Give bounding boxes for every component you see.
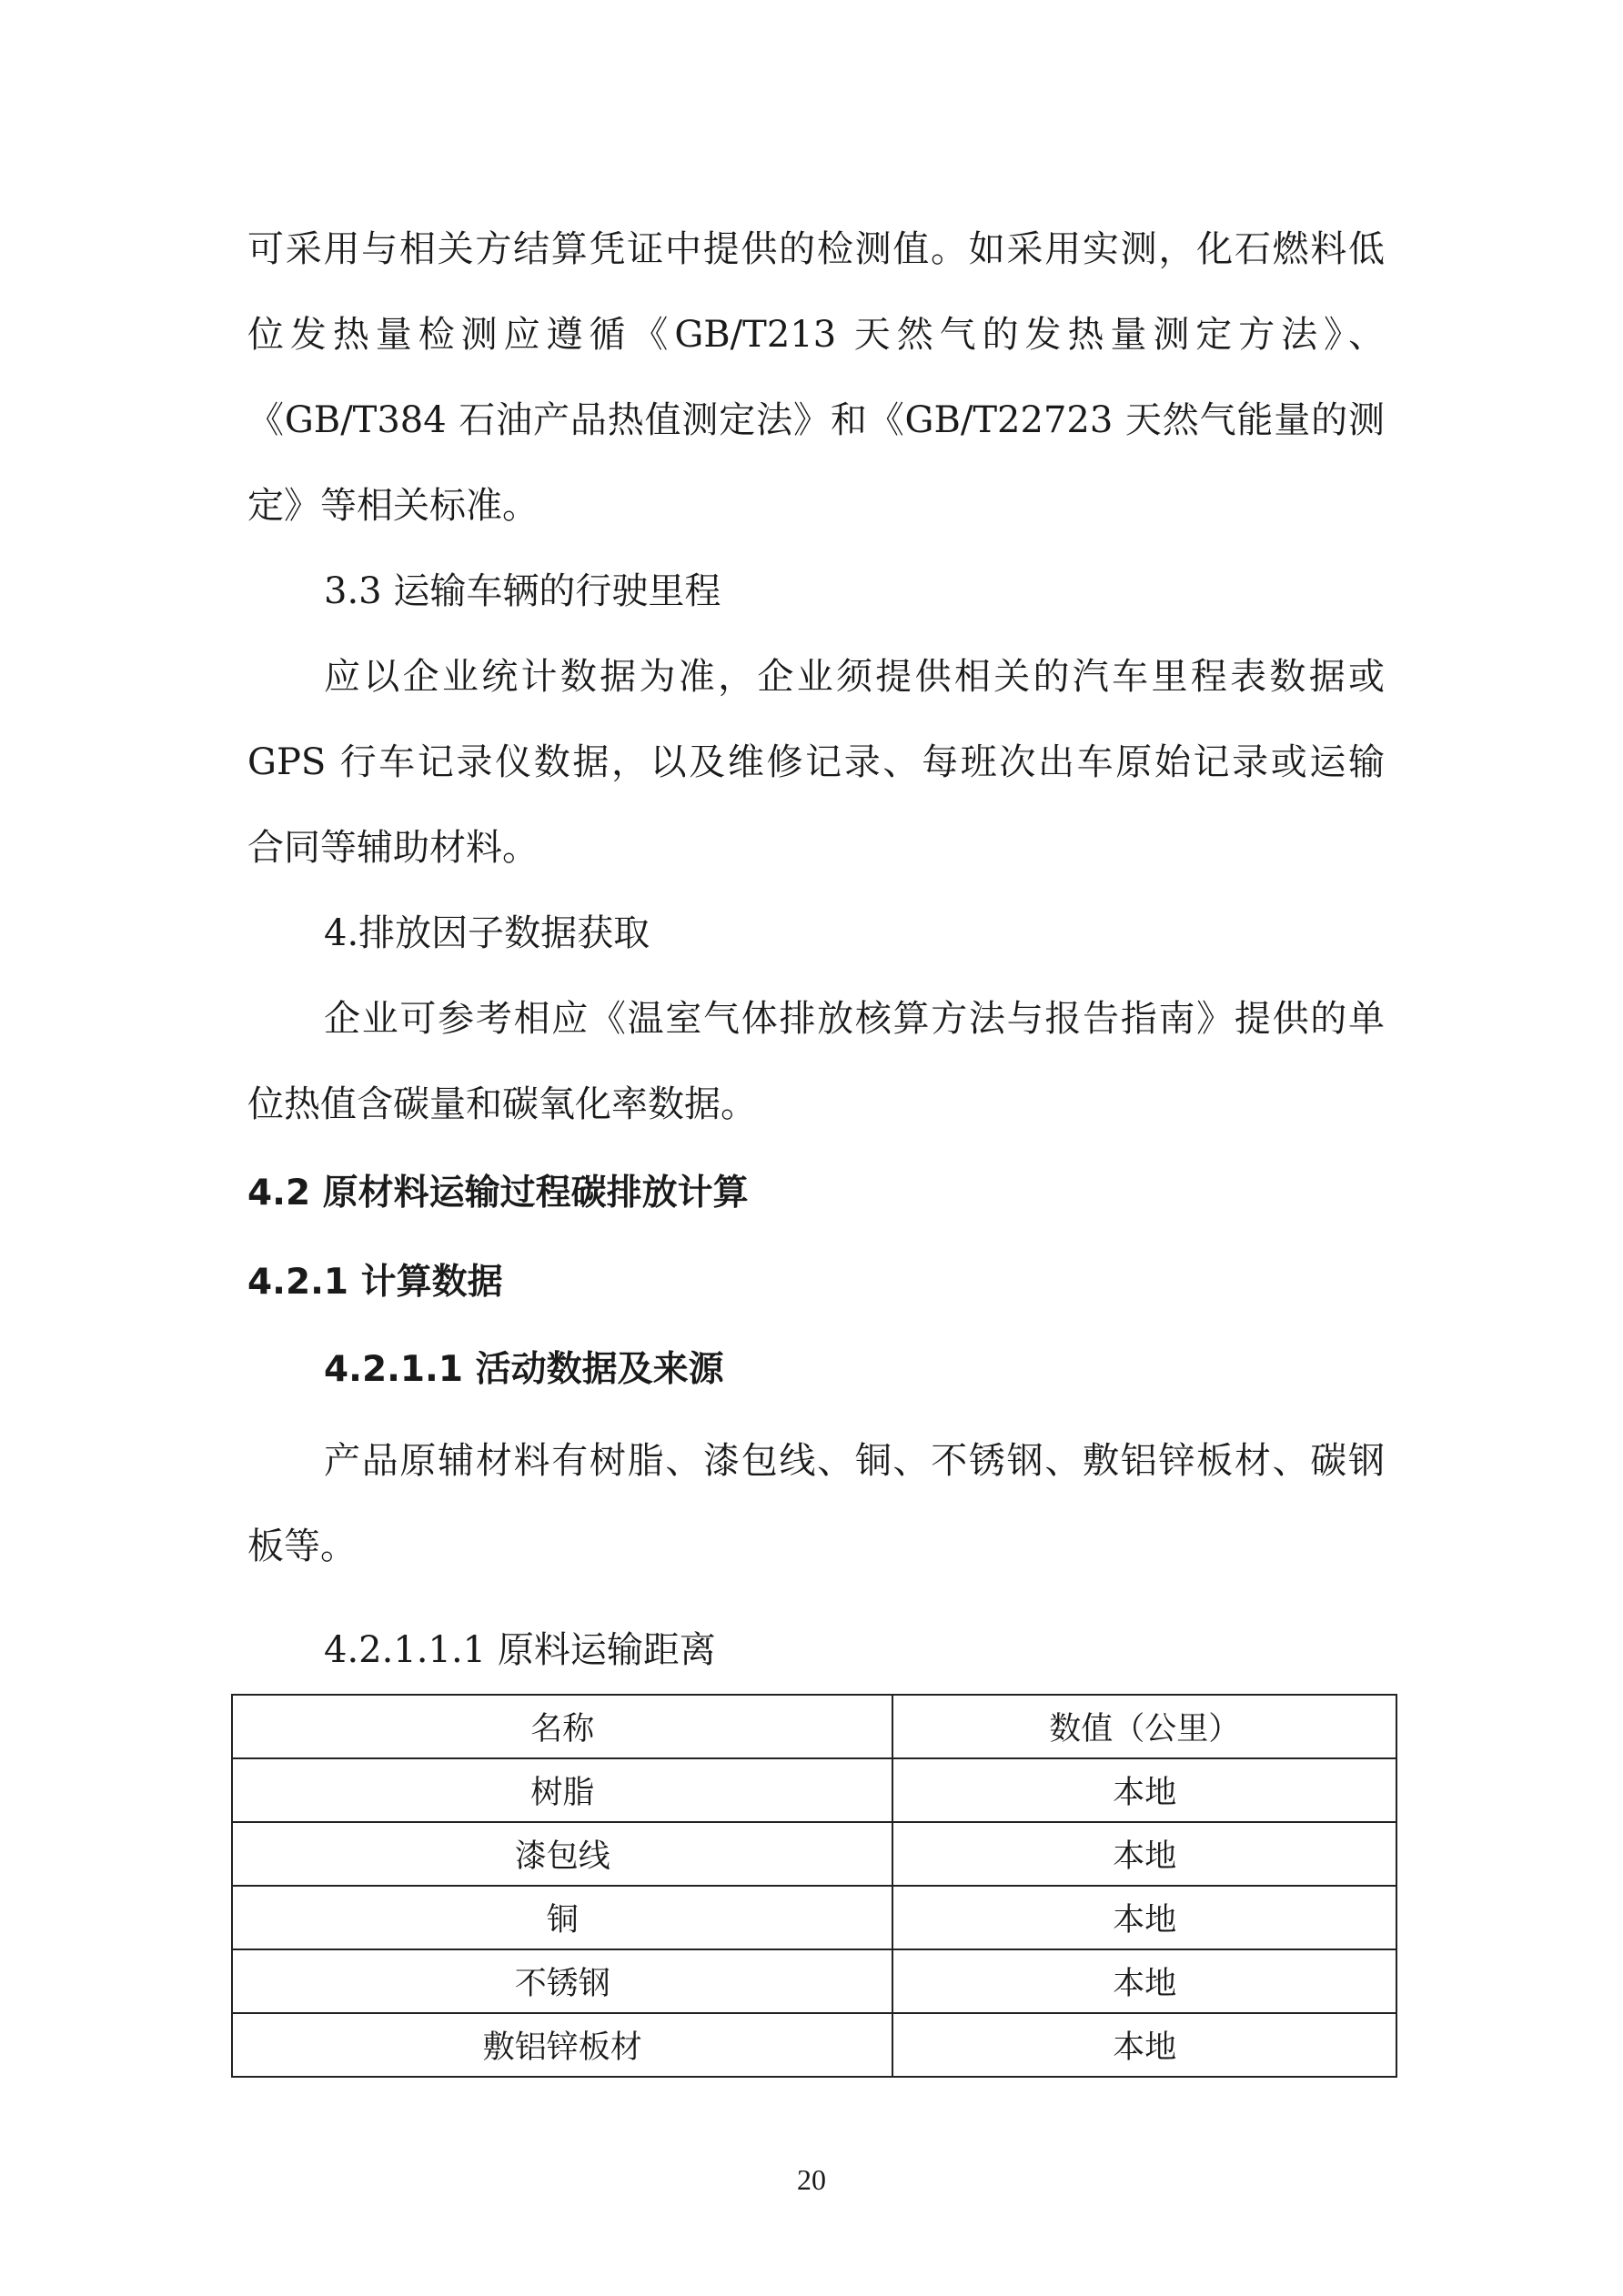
- table-row: [232, 1758, 1396, 1822]
- fuel-detection-line-2: 位发热量检测应遵循《GB/T213 天然气的发热量测定方法》、: [247, 314, 1385, 356]
- table-cell-name: 铜: [232, 1886, 892, 1949]
- table-cell-value: 本地: [892, 2013, 1396, 2077]
- table-cell-value: 本地: [892, 1758, 1396, 1822]
- heading-4-2: 4.2 原材料运输过程碳排放计算: [247, 1173, 749, 1213]
- section-3-3-heading: 3.3 运输车辆的行驶里程: [324, 570, 721, 612]
- transport-distance-table: [231, 1694, 1397, 2078]
- heading-4-2-1-1: 4.2.1.1 活动数据及来源: [324, 1349, 724, 1390]
- table-cell-name: 树脂: [232, 1758, 892, 1822]
- table-cell-value: 本地: [892, 1822, 1396, 1886]
- table-row: [232, 1886, 1396, 1949]
- table-header-name: 名称: [232, 1695, 892, 1758]
- materials-line-2: 板等。: [247, 1526, 357, 1567]
- section-4-factor-line-2: 位热值含碳量和碳氧化率数据。: [247, 1083, 757, 1125]
- fuel-detection-line-4: 定》等相关标准。: [247, 485, 539, 527]
- section-4-factor-line-1: 企业可参考相应《温室气体排放核算方法与报告指南》提供的单: [324, 998, 1385, 1040]
- table-cell-value: 本地: [892, 1886, 1396, 1949]
- section-3-3-line-3: 合同等辅助材料。: [247, 827, 539, 869]
- table-header-value: 数值（公里）: [892, 1695, 1396, 1758]
- section-3-3-line-2: GPS 行车记录仪数据，以及维修记录、每班次出车原始记录或运输: [247, 741, 1385, 783]
- section-3-3-line-1: 应以企业统计数据为准，企业须提供相关的汽车里程表数据或: [324, 656, 1385, 698]
- table-row: [232, 1949, 1396, 2013]
- fuel-detection-line-1: 可采用与相关方结算凭证中提供的检测值。如采用实测，化石燃料低: [247, 228, 1385, 270]
- table-caption: 4.2.1.1.1 原料运输距离: [324, 1629, 716, 1671]
- table-row: [232, 1822, 1396, 1886]
- table-row: [232, 2013, 1396, 2077]
- fuel-detection-line-3: 《GB/T384 石油产品热值测定法》和《GB/T22723 天然气能量的测: [247, 399, 1385, 441]
- table-header-row: [232, 1695, 1396, 1758]
- table-cell-name: 漆包线: [232, 1822, 892, 1886]
- section-4-factor-heading: 4.排放因子数据获取: [324, 912, 650, 954]
- materials-line-1: 产品原辅材料有树脂、漆包线、铜、不锈钢、敷铝锌板材、碳钢: [324, 1440, 1385, 1482]
- table-cell-value: 本地: [892, 1949, 1396, 2013]
- table-cell-name: 敷铝锌板材: [232, 2013, 892, 2077]
- heading-4-2-1: 4.2.1 计算数据: [247, 1262, 503, 1303]
- page-number: 20: [797, 2163, 826, 2196]
- table-cell-name: 不锈钢: [232, 1949, 892, 2013]
